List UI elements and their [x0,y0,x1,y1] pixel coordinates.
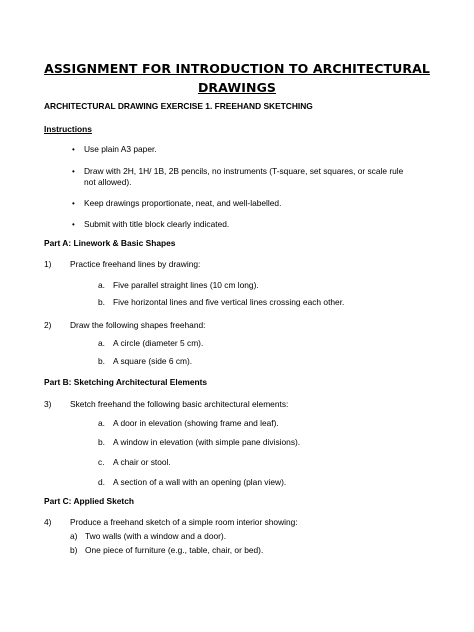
sub-item-letter: a) [70,531,78,541]
question-text: Sketch freehand the following basic architectural elements: [70,399,289,409]
sub-item-letter: d. [98,477,105,487]
sub-item-letter: a. [98,418,105,428]
bullet-icon: • [72,220,75,229]
sub-item-letter: b. [98,297,105,307]
question-text: Draw the following shapes freehand: [70,320,206,330]
question-number: 2) [44,320,52,330]
question-text: Produce a freehand sketch of a simple room interior showing: [70,517,298,527]
instruction-item: Keep drawings proportionate, neat, and well-labelled. [84,198,282,208]
sub-item-text: Five parallel straight lines (10 cm long). [113,280,259,290]
instruction-item: Submit with title block clearly indicated. [84,219,230,229]
sub-item-text: Five horizontal lines and five vertical lines crossing each other. [113,297,345,307]
sub-item-letter: b. [98,437,105,447]
sub-item-letter: c. [98,457,105,467]
bullet-icon: • [72,167,75,176]
sub-item-letter: a. [98,338,105,348]
instruction-item: Use plain A3 paper. [84,144,157,154]
bullet-icon: • [72,199,75,208]
sub-item-text: A circle (diameter 5 cm). [113,338,204,348]
document-title-line-2: DRAWINGS [197,80,277,95]
document-title-line-1: ASSIGNMENT FOR INTRODUCTION TO ARCHITECTURAL [44,61,430,76]
part-a-heading: Part A: Linework & Basic Shapes [44,238,176,248]
sub-item-text: A square (side 6 cm). [113,356,193,366]
sub-item-text: One piece of furniture (e.g., table, chair, or bed). [85,545,264,555]
instructions-heading: Instructions [44,124,92,134]
sub-item-text: Two walls (with a window and a door). [85,531,227,541]
sub-item-text: A section of a wall with an opening (plan view). [113,477,287,487]
question-number: 3) [44,399,52,409]
sub-item-letter: b. [98,356,105,366]
sub-item-text: A chair or stool. [113,457,171,467]
instruction-item: Draw with 2H, 1H/ 1B, 2B pencils, no instruments (T-square, set squares, or scale rule not allowed). [84,166,404,187]
sub-item-text: A door in elevation (showing frame and leaf). [113,418,279,428]
question-number: 1) [44,259,52,269]
part-b-heading: Part B: Sketching Architectural Elements [44,377,208,387]
exercise-heading: ARCHITECTURAL DRAWING EXERCISE 1. FREEHAND SKETCHING [44,101,313,111]
sub-item-text: A window in elevation (with simple pane divisions). [113,437,301,447]
sub-item-letter: a. [98,280,105,290]
question-number: 4) [44,517,52,527]
question-text: Practice freehand lines by drawing: [70,259,201,269]
bullet-icon: • [72,145,75,154]
part-c-heading: Part C: Applied Sketch [44,496,134,506]
sub-item-letter: b) [70,545,78,555]
